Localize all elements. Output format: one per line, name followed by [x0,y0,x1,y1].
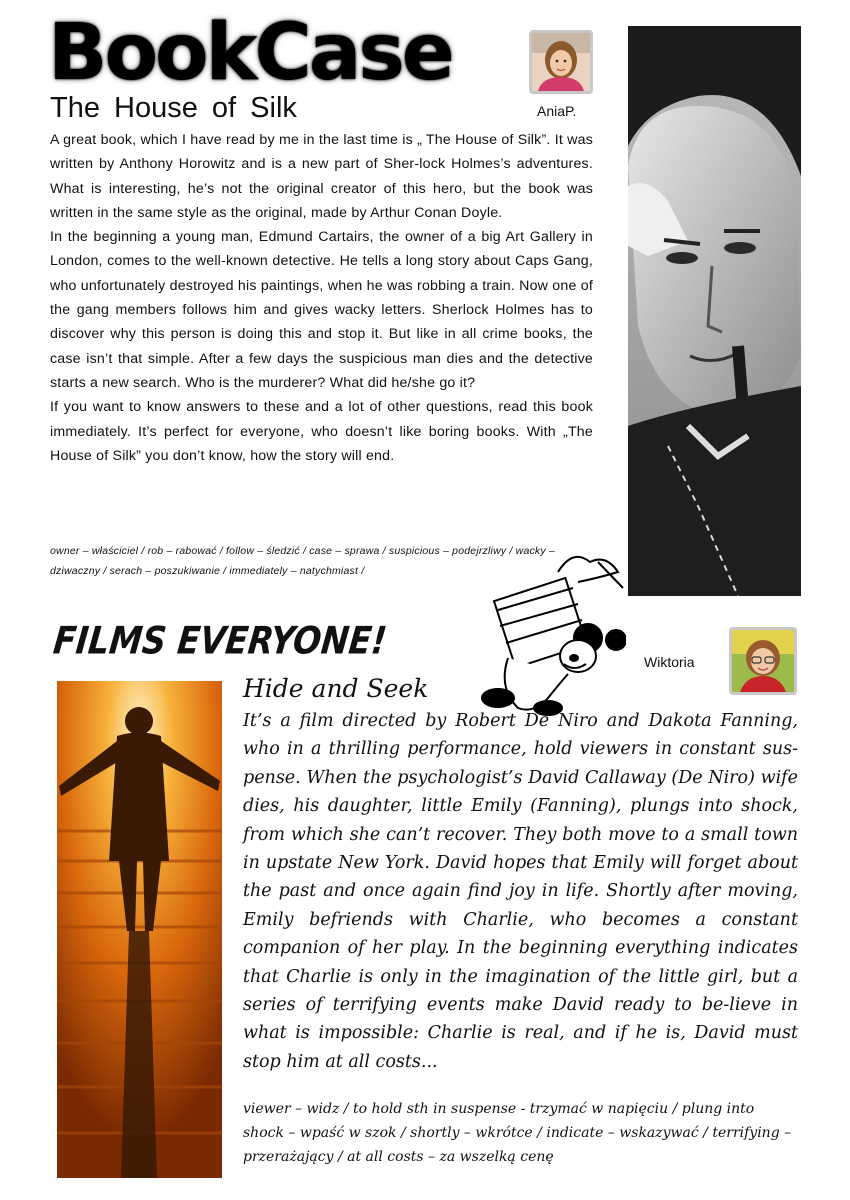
mickey-mouse-illustration [478,548,626,716]
woman-portrait-photo [732,630,794,692]
film-author-name: Wiktoria [644,654,695,670]
book-paragraph: A great book, which I have read by me in the last time is „ The House of Silk”. It was written by Anthony Horowitz and is a new part of Sher-lock Holmes’s adventures. What is interesting, he’s not the original creator of this hero, but the book was written in the same style as the original, made by Arthur Conan Doyle. [50,132,593,221]
book-review-body [50,128,593,468]
film-title: Hide and Seek [243,674,429,703]
film-review-body: It’s a film directed by Robert De Niro and Dakota Fanning, who in a thrilling performance, hold viewers in constant sus-pense. When the psychologist’s David Callaway (De Niro) wife dies, his daughter, little Emily (Fanning), plungs into shock, from which she can’t recover. They both move to a small town in upstate New York. David hopes that Emily will forget about the past and once again find joy in life. Shortly after moving, Emily befriends with Charlie, who becomes a constant companion of her play. In the beginning everything indicates that Charlie is only in the imagination of the little girl, but a series of terrifying events make David ready to be-lieve in what is impossible: Charlie is real, and if he is, David must stop him at all costs... [243,711,798,1072]
book-author-name: AniaP. [537,103,577,119]
book-review-title: The House of Silk [50,92,297,124]
sherlock-holmes-photo [628,26,801,596]
author-avatar-ania [529,30,593,94]
girl-portrait-photo [532,33,590,91]
films-section-heading: FILMS EVERYONE! [51,618,389,663]
film-vocabulary: viewer – widz / to hold sth in suspense - trzymać w napięciu / plung into shock – wpaść w szok / shortly – wkrótce / indicate – wskazywać / terrifying – przerażający / at all costs – za wszelką cenę [243,1101,792,1165]
magazine-masthead: BookCase [48,8,452,98]
book-paragraph: If you want to know answers to these and a lot of other questions, read this book immediately. It’s perfect for everyone, who doesn’t like boring books. With „The House of Silk” you don’t know, how the story will end. [50,399,593,464]
film-poster-image [57,681,222,1178]
book-vocabulary: owner – właściciel / rob – rabować / follow – śledzić / case – sprawa / suspicious – podejrzliwy / wacky – dziwaczny / serach – poszukiwanie / immediately – natychmiast / [50,545,555,577]
author-avatar-wiktoria [729,627,797,695]
book-paragraph: In the beginning a young man, Edmund Cartairs, the owner of a big Art Gallery in London, comes to the well-known detective. He tells a long story about Caps Gang, who unfortunately destroyed his paintings, when he was robbing a train. Now one of the gang members follows him and gives wacky letters. Sherlock Holmes has to discover why this person is doing this and stop it. But like in all crime books, the case isn’t that simple. After a few days the suspicious man dies and the detective starts a new search. Who is the murderer? What did he/she go it? [50,229,593,391]
